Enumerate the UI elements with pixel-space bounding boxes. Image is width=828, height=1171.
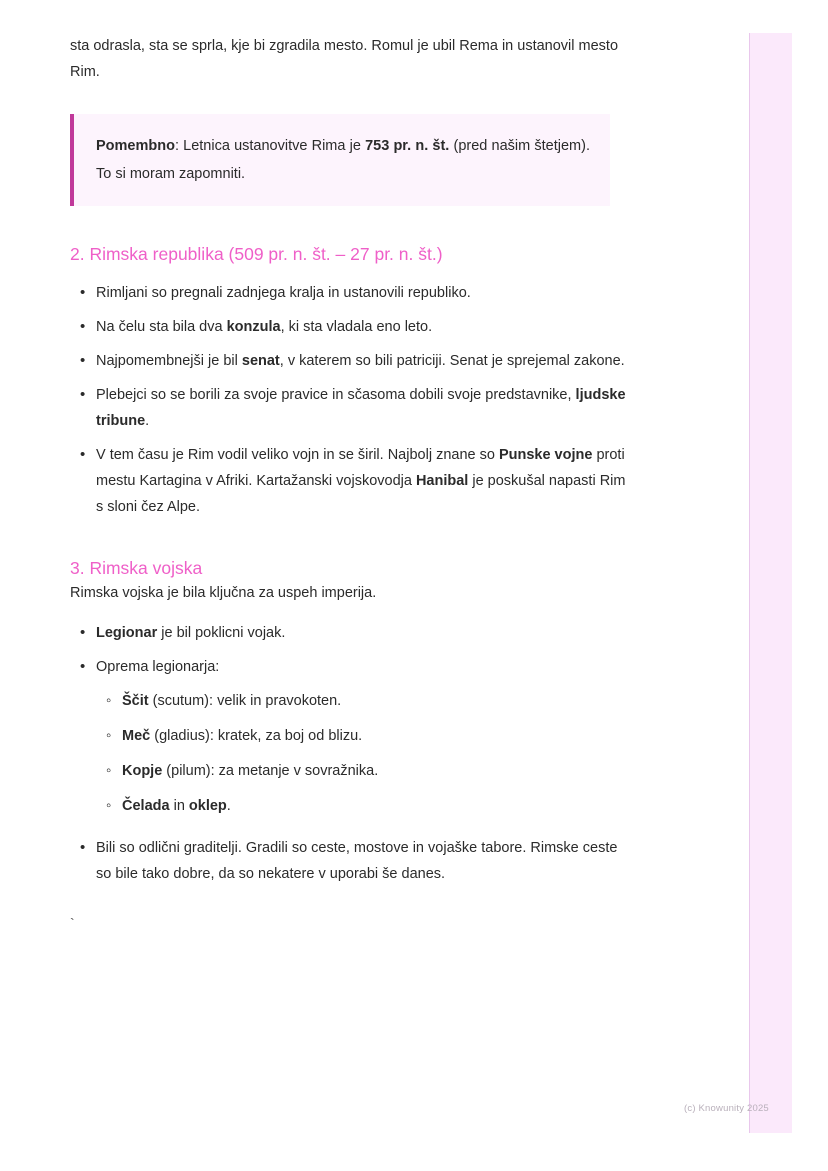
sub-rest: (scutum): velik in pravokoten. bbox=[148, 693, 342, 709]
list-item-text: Bili so odlični graditelji. Gradili so ceste, mostove in vojaške tabore. Rimske ceste so bile tako dobre, da so nekatere v uporabi še danes. bbox=[96, 840, 618, 882]
list-item bbox=[96, 280, 636, 306]
sub-bold: Kopje bbox=[122, 763, 163, 779]
intro-paragraph: sta odrasla, sta se sprla, kje bi zgradila mesto. Romul je ubil Rema in ustanovil mesto Rim. bbox=[70, 38, 619, 80]
list-item: • Plebejci so se borili za svoje pravice in sčasoma dobili svoje predstavnike, ljudske tribune. bbox=[96, 382, 636, 434]
sub-mid: in bbox=[169, 798, 189, 814]
vojska-bullet-list bbox=[70, 620, 636, 887]
section-title-republika: 2. Rimska republika (509 pr. n. št. – 27 pr. n. št.) bbox=[70, 244, 443, 264]
list-item bbox=[122, 688, 636, 714]
callout-highlight: 753 pr. n. št. bbox=[365, 138, 450, 154]
oprema-sub-list bbox=[96, 688, 636, 819]
list-item bbox=[122, 758, 636, 784]
sub-rest: . bbox=[226, 798, 231, 814]
list-item bbox=[122, 723, 636, 749]
vojska-lead-paragraph: Rimska vojska je bila ključna za uspeh imperija. bbox=[70, 585, 377, 601]
important-callout bbox=[70, 114, 610, 206]
sub-bold: Ščit bbox=[122, 693, 149, 709]
sub-rest: (pilum): za metanje v sovražnika. bbox=[162, 763, 379, 779]
sub-bold: Čelada bbox=[122, 798, 170, 814]
list-item bbox=[96, 654, 636, 819]
list-item bbox=[96, 620, 636, 646]
legionar-rest: je bil poklicni vojak. bbox=[157, 625, 286, 641]
sub-bold: Meč bbox=[122, 728, 151, 744]
callout-label: Pomembno bbox=[96, 138, 175, 154]
list-item: • V tem času je Rim vodil veliko vojn in se širil. Najbolj znane so Punske vojne proti mestu Kartagina v Afriki. Kartažanski vojskovodja Hanibal je poskušal napasti Rim s sloni čez Alpe. bbox=[96, 442, 636, 520]
list-item: • Na čelu sta bila dva konzula, ki sta vladala eno leto. bbox=[96, 314, 636, 340]
stray-backtick: ` bbox=[70, 915, 75, 931]
list-item: • Najpomembnejši je bil senat, v katerem so bili patriciji. Senat je sprejemal zakone. bbox=[96, 348, 636, 374]
list-item-text: Rimljani so pregnali zadnjega kralja in ustanovili republiko. bbox=[96, 285, 471, 301]
section-title-vojska: 3. Rimska vojska bbox=[70, 558, 203, 578]
republika-bullet-list bbox=[70, 280, 636, 520]
decorative-right-strip bbox=[749, 33, 792, 1133]
footer-credit: (c) Knowunity 2025 bbox=[684, 1103, 769, 1114]
callout-text-before: : Letnica ustanovitve Rima je bbox=[174, 138, 366, 154]
list-item bbox=[122, 793, 636, 819]
oprema-label: Oprema legionarja: bbox=[96, 659, 220, 675]
document-content bbox=[70, 33, 636, 933]
sub-bold-2: oklep bbox=[188, 798, 227, 814]
callout-text bbox=[96, 132, 590, 188]
callout-text-after: (pred našim štetjem). To si moram zapomniti. bbox=[96, 138, 590, 182]
list-item bbox=[96, 835, 636, 887]
sub-rest: (gladius): kratek, za boj od blizu. bbox=[150, 728, 363, 744]
legionar-bold: Legionar bbox=[96, 625, 158, 641]
